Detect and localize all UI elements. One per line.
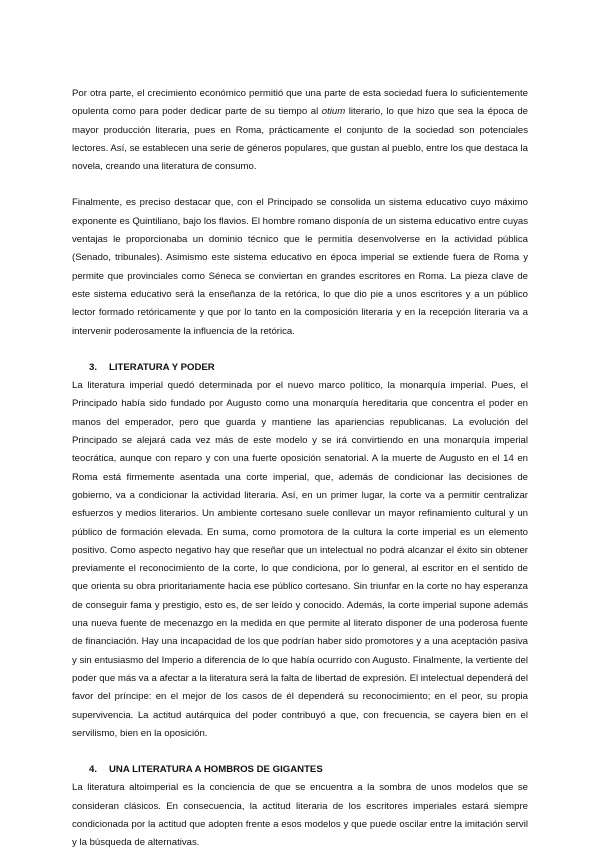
- paragraph-education-system: Finalmente, es preciso destacar que, con el Principado se consolida un sistema educativo cuyo máximo exponente es Quintiliano, bajo los flavios. El hombre romano disponía de un sistema educativo entre cuyas ventajas le proporcionaba un dominio técnico que le permitía desenvolverse en la actividad pública (Senado, tribunales). Asimismo este sistema educativo en época imperial se extiende fuera de Roma y permite que provinciales como Séneca se conviertan en grandes escritores en Roma. La pieza clave de este sistema educativo será la enseñanza de la retórica, lo que dio pie a unos escritores y a un público lector formado retóricamente y que por lo tanto en la composición literaria y en la recepción literaria va a intervenir poderosamente la influencia de la retórica.: [72, 197, 528, 337]
- otium-term: otium: [321, 106, 346, 118]
- paragraph-economic-growth: [72, 85, 528, 176]
- document-body: [72, 85, 528, 853]
- section-3-body: La literatura imperial quedó determinada por el nuevo marco político, la monarquía imperial. Pues, el Principado había sido fundado por Augusto como una monarquía hereditaria que concentra el poder en manos del emperador, pero que guarda y mantiene las apariencias republicanas. La evolución del Principado se alejará cada vez más de este modelo y se irá convirtiendo en una monarquía imperial teocrática, aunque con reparo y con una fuerte oposición senatorial. A la muerte de Augusto en el 14 en Roma está firmemente asentada una corte imperial, que, además de condicionar las decisiones de gobierno, va a condicionar la actividad literaria. Así, en un primer lugar, la corte va a permitir centralizar esfuerzos y medios literarios. Un ambiente cortesano suele conllevar un mayor refinamiento cultural y un público de formación elevada. En suma, como promotora de la cultura la corte imperial es un elemento positivo. Como aspecto negativo hay que reseñar que un intelectual no podrá alcanzar el éxito sin obtener previamente el reconocimiento de la corte, lo que condiciona, por lo general, al escritor en el sentido de que orienta su obra prioritariamente hacia ese público cortesano. Sin triunfar en la corte no hay esperanza de conseguir fama y prestigio, esto es, de ser leído y conocido. Además, la corte imperial supone además una nueva fuente de mecenazgo en la medida en que permite al literato disponer de una poderosa fuente de financiación. Hay una incapacidad de los que podrían haber sido promotores y a una aceptación pasiva y sin entusiasmo del Imperio a diferencia de lo que había ocurrido con Augusto. Finalmente, la vertiente del poder que más va a afectar a la literatura será la falta de libertad de expresión. El intelectual dependerá del favor del príncipe: en el mejor de los casos de él dependerá su reconocimiento; en el peor, su propia supervivencia. La actitud autárquica del poder contribuyó a que, con frecuencia, se cayera bien en el servilismo, bien en la oposición.: [72, 380, 528, 739]
- section-4-heading: [72, 761, 528, 779]
- section-3-number: 3.: [89, 361, 98, 373]
- section-3-title: LITERATURA Y PODER: [109, 361, 215, 373]
- section-4-body: La literatura altoimperial es la conciencia de que se encuentra a la sombra de unos modelos que se consideran clásicos. En consecuencia, la actitud literaria de los escritores imperiales estará siempre condicionada por la actitud que adopten frente a esos modelos y que puede oscilar entre la imitación servil y la búsqueda de alternativas.: [72, 782, 528, 849]
- section-4-title: UNA LITERATURA A HOMBROS DE GIGANTES: [109, 764, 323, 776]
- section-4-number: 4.: [89, 764, 98, 776]
- paragraph-1-text-start: Por otra parte, el crecimiento económico permitió que una parte de esta sociedad fuera lo suficientemente opulenta como para poder dedicar parte de su tiempo al: [72, 88, 528, 118]
- section-3-heading: [72, 359, 528, 377]
- paragraph-1-text-end: literario, lo que hizo que sea la época de mayor producción literaria, pues en Roma, prácticamente el conjunto de la sociedad son potenciales lectores. Así, se establecen una serie de géneros populares, que gustan al pueblo, entre los que destaca la novela, creando una literatura de consumo.: [72, 106, 529, 173]
